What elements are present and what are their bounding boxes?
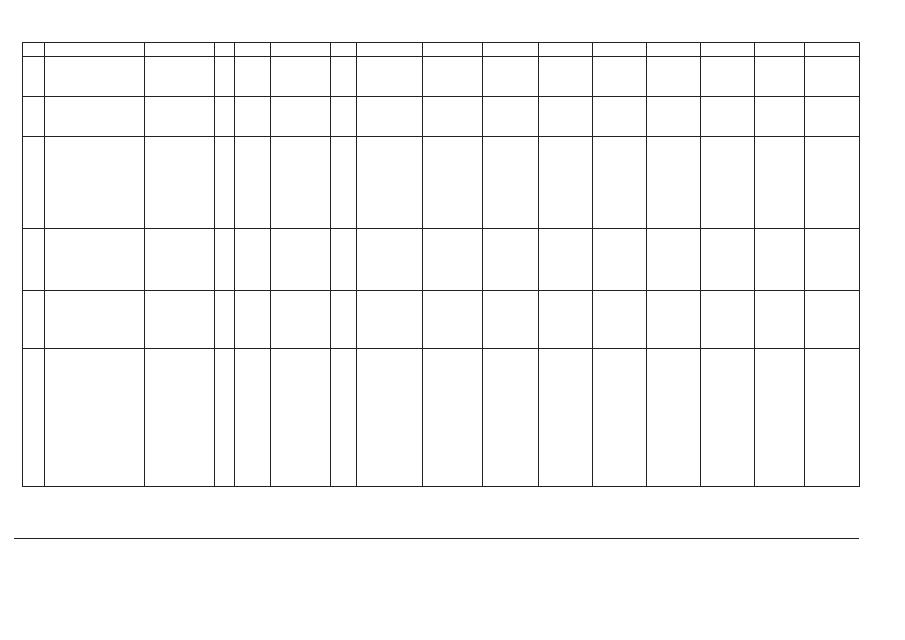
table-cell [145,137,215,229]
table-cell [755,137,805,229]
table-cell [215,57,235,97]
table-cell [701,137,755,229]
column-header [235,43,271,57]
table-cell [593,97,647,137]
column-header [45,43,145,57]
table-cell [45,137,145,229]
table-cell [805,137,860,229]
column-header [755,43,805,57]
bottom-rule [14,538,859,539]
table-cell [539,291,593,349]
table-cell [145,349,215,487]
table-cell [755,291,805,349]
table-cell [701,57,755,97]
table-row [23,97,860,137]
column-header [701,43,755,57]
table-cell [215,97,235,137]
table-cell [357,57,423,97]
table-cell [235,229,271,291]
table-cell [357,137,423,229]
table-cell [215,137,235,229]
table-cell [145,291,215,349]
column-header [647,43,701,57]
table-cell [423,291,483,349]
table-cell [805,57,860,97]
column-header [805,43,860,57]
table-cell [593,291,647,349]
table-cell [539,229,593,291]
table-cell [755,349,805,487]
table-cell [271,291,331,349]
table-cell [483,349,539,487]
table-cell [805,97,860,137]
table-cell [483,291,539,349]
table-cell [23,97,45,137]
column-header [483,43,539,57]
table-cell [235,291,271,349]
table-cell [593,137,647,229]
table-cell [45,97,145,137]
column-header [423,43,483,57]
table-cell [647,349,701,487]
table-cell [357,229,423,291]
table-cell [483,137,539,229]
table-cell [215,229,235,291]
table-cell [331,97,357,137]
table-cell [357,97,423,137]
table-cell [331,57,357,97]
table-cell [647,97,701,137]
table-cell [647,229,701,291]
table-cell [271,349,331,487]
table-cell [45,291,145,349]
table-cell [805,291,860,349]
column-header [331,43,357,57]
table-cell [423,57,483,97]
table-row [23,349,860,487]
table-cell [235,57,271,97]
table-cell [271,137,331,229]
table-cell [805,349,860,487]
table-cell [145,57,215,97]
table-cell [23,137,45,229]
table-cell [483,97,539,137]
table-row [23,137,860,229]
column-header [357,43,423,57]
column-header [539,43,593,57]
table-cell [45,229,145,291]
table-cell [235,349,271,487]
table-cell [483,229,539,291]
table-cell [271,229,331,291]
table-cell [357,349,423,487]
table-cell [331,229,357,291]
table-cell [235,97,271,137]
table-cell [45,57,145,97]
table-cell [647,57,701,97]
table-cell [331,291,357,349]
table-cell [357,291,423,349]
table-cell [701,229,755,291]
table-cell [23,57,45,97]
table-row [23,291,860,349]
column-header [271,43,331,57]
table-row [23,57,860,97]
table-cell [539,349,593,487]
table-cell [647,291,701,349]
table-cell [701,97,755,137]
table-cell [593,229,647,291]
table-cell [331,349,357,487]
table-cell [331,137,357,229]
table-cell [145,229,215,291]
column-header [145,43,215,57]
table-cell [539,97,593,137]
table-cell [271,97,331,137]
table-cell [701,291,755,349]
column-header [593,43,647,57]
table-cell [755,57,805,97]
table-cell [423,349,483,487]
table-cell [483,57,539,97]
column-header [215,43,235,57]
table-cell [647,137,701,229]
table-cell [755,97,805,137]
table-cell [805,229,860,291]
table-cell [235,137,271,229]
table-cell [215,349,235,487]
table-cell [45,349,145,487]
column-header-row [23,43,860,57]
table-body [23,57,860,487]
table-cell [271,57,331,97]
table-cell [23,349,45,487]
table-row [23,229,860,291]
table-cell [755,229,805,291]
table-cell [701,349,755,487]
table-cell [423,229,483,291]
table-cell [145,97,215,137]
table-cell [423,137,483,229]
table-cell [539,137,593,229]
table-cell [215,291,235,349]
column-header [23,43,45,57]
table-cell [539,57,593,97]
table-cell [423,97,483,137]
table-cell [593,349,647,487]
table-cell [593,57,647,97]
table-cell [23,229,45,291]
table-cell [23,291,45,349]
budget-table [22,42,860,487]
